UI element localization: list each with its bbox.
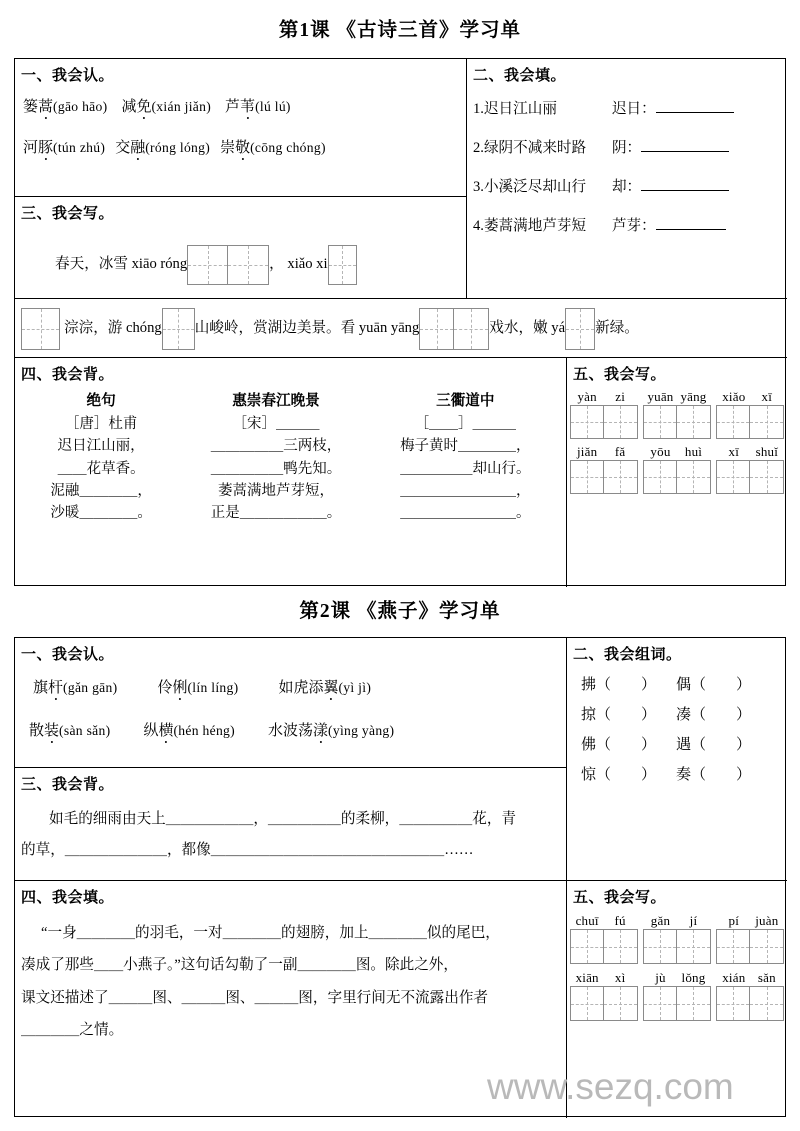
zuci-bracket: （ ） xyxy=(691,677,752,693)
fill-num: 4. xyxy=(473,218,484,235)
tianzige-cell[interactable] xyxy=(163,309,194,349)
tianzige-2cell[interactable] xyxy=(643,405,711,439)
tianzige-cell[interactable] xyxy=(604,987,637,1020)
tianzige-cell[interactable] xyxy=(188,246,228,284)
write-word-pinyin xyxy=(716,444,784,460)
tianzige-2cell[interactable] xyxy=(570,929,638,964)
pinyin-syllable: zi xyxy=(615,389,626,404)
tianzige-cell[interactable] xyxy=(677,987,710,1020)
word-han-dotted: 免 xyxy=(136,99,152,115)
tianzige-cell[interactable] xyxy=(717,406,750,438)
word-pinyin: (sàn sǎn) xyxy=(59,723,111,738)
word-item xyxy=(121,95,211,116)
poem-line[interactable]: 萎蒿满地芦芽短， xyxy=(217,483,334,500)
lesson2-frame xyxy=(14,637,786,1117)
write-word-pinyin xyxy=(643,913,711,929)
l2-section-woHuiXie xyxy=(566,881,787,1118)
zuci-char: 凑 xyxy=(676,707,692,723)
write-word-pinyin xyxy=(643,444,711,460)
sentence-text: ， xiǎo xi xyxy=(269,256,328,273)
zuci-bracket: （ ） xyxy=(691,737,752,753)
word-han: 交 xyxy=(115,140,131,156)
l1-section-woHuiXie-line2 xyxy=(15,299,787,358)
write-word xyxy=(570,913,638,964)
l2-sec1-row xyxy=(33,676,566,697)
tianzige-cell[interactable] xyxy=(644,406,677,438)
tianzige-cell[interactable] xyxy=(571,987,604,1020)
zuci-bracket: （ ） xyxy=(691,767,752,783)
tianzige-cell[interactable] xyxy=(22,309,59,349)
word-han-dotted: 敬 xyxy=(235,140,251,156)
fill-key: 阴： xyxy=(611,140,642,157)
word-pinyin: (hén héng) xyxy=(173,723,235,738)
fill-num: 3. xyxy=(473,179,484,196)
sentence-text: 淙淙，游 chóng xyxy=(64,320,162,337)
poem-title: 三衢道中 xyxy=(436,393,495,409)
fill-key: 却： xyxy=(611,179,642,196)
tianzige-cell[interactable] xyxy=(420,309,454,349)
pinyin-syllable: yàn xyxy=(577,389,597,404)
word-han: 篓 xyxy=(23,99,39,115)
tianzige-2cell[interactable] xyxy=(716,460,784,494)
l2-sec3-line1[interactable]: 如毛的细雨由天上＿＿＿＿＿＿，＿＿＿＿＿的柔柳，＿＿＿＿＿花，青 xyxy=(49,811,517,827)
tianzige-cell[interactable] xyxy=(644,461,677,493)
lesson1-title: 第1课 《古诗三首》学习单 xyxy=(278,20,522,41)
word-han-dotted: 豚 xyxy=(38,140,54,156)
tianzige-2cell[interactable] xyxy=(187,245,269,285)
word-pinyin: (róng lóng) xyxy=(145,140,211,155)
tianzige-cell[interactable] xyxy=(571,461,604,493)
l1-sec2-heading: 二、我会填。 xyxy=(473,68,567,84)
poem-author: ［＿＿］＿＿＿ xyxy=(414,415,517,432)
l1-sec1-row xyxy=(23,136,466,157)
zuci-char: 遇 xyxy=(676,737,692,753)
pinyin-syllable: sǎn xyxy=(757,970,776,985)
poem-line[interactable]: 梅子黄时＿＿＿＿， xyxy=(400,438,531,455)
tianzige-cell[interactable] xyxy=(644,987,677,1020)
write-word xyxy=(570,444,638,494)
word-han: 减 xyxy=(121,99,137,115)
write-word xyxy=(643,389,711,439)
tianzige-cell[interactable] xyxy=(644,930,677,963)
write-word-pinyin xyxy=(716,970,784,986)
poem-title: 绝句 xyxy=(86,393,116,409)
word-pinyin: (xián jiǎn) xyxy=(151,99,212,114)
zuci-item[interactable] xyxy=(676,700,771,730)
fill-item xyxy=(473,217,787,235)
tianzige-2cell[interactable] xyxy=(419,308,489,350)
fill-key: 迟日： xyxy=(611,100,656,117)
tianzige-cell[interactable] xyxy=(717,987,750,1020)
pinyin-syllable: lǒng xyxy=(681,970,706,985)
l1-sec5-heading: 五、我会写。 xyxy=(573,367,667,383)
l1-sec3-line1 xyxy=(55,245,466,285)
tianzige-1cell[interactable] xyxy=(565,308,595,350)
poem-line[interactable]: 迟日江山丽， xyxy=(57,438,145,455)
word-pinyin: (yì jì) xyxy=(338,680,372,695)
write-word xyxy=(716,444,784,494)
zuci-row xyxy=(581,700,771,730)
zuci-row xyxy=(581,760,771,790)
l1-section-woHuiXie xyxy=(15,197,466,299)
l2-sec5-heading: 五、我会写。 xyxy=(573,890,667,906)
pinyin-syllable: pí xyxy=(728,913,740,928)
fill-item xyxy=(473,99,787,117)
l1-section-woHuiBei xyxy=(15,358,566,587)
write-word xyxy=(643,970,711,1021)
sentence-text: 新绿。 xyxy=(595,320,639,337)
tianzige-2cell[interactable] xyxy=(716,405,784,439)
word-han-dotted: 翼 xyxy=(323,680,339,696)
zuci-row xyxy=(581,670,771,700)
poem-line[interactable]: 正是＿＿＿＿＿＿。 xyxy=(210,505,342,522)
word-pinyin: (tún zhú) xyxy=(53,140,106,155)
tianzige-cell[interactable] xyxy=(717,461,750,493)
word-pinyin: (lín líng) xyxy=(187,680,239,695)
l1-sec3-heading: 三、我会写。 xyxy=(21,206,115,222)
pinyin-syllable: jiǎn xyxy=(577,444,598,459)
fill-line: 绿阴不减来时路 xyxy=(483,140,587,157)
write-word-pinyin xyxy=(643,389,711,405)
pinyin-syllable: huì xyxy=(684,444,703,459)
word-pinyin: (cōng chóng) xyxy=(250,140,326,155)
zuci-item[interactable] xyxy=(676,670,771,700)
tianzige-cell[interactable] xyxy=(750,930,783,963)
word-pinyin: (gāo hāo) xyxy=(53,99,108,114)
tianzige-1cell[interactable] xyxy=(328,245,357,285)
poem-line[interactable]: ＿＿＿＿＿＿＿＿。 xyxy=(400,505,531,522)
tianzige-cell[interactable] xyxy=(604,930,637,963)
l2-sec3-line2[interactable]: 的草，＿＿＿＿＿＿＿，都像＿＿＿＿＿＿＿＿＿＿＿＿＿＿＿＿…… xyxy=(21,842,474,859)
poem-author: ［唐］杜甫 xyxy=(64,415,138,432)
lesson2-title: 第2课 《燕子》学习单 xyxy=(299,601,501,622)
l1-section-woHuiXie2 xyxy=(566,358,787,587)
poem-block xyxy=(50,390,152,525)
word-han: 芦 xyxy=(225,99,241,115)
pinyin-syllable: xiǎo xyxy=(722,389,746,404)
pinyin-syllable: yōu xyxy=(650,444,671,459)
tianzige-cell[interactable] xyxy=(604,461,637,493)
zuci-bracket: （ ） xyxy=(691,707,752,723)
write-word xyxy=(570,970,638,1021)
zuci-item[interactable] xyxy=(581,760,676,790)
poem-line[interactable]: ＿＿花草香。 xyxy=(57,460,145,477)
fill-num: 2. xyxy=(473,140,484,157)
write-word xyxy=(716,913,784,964)
poem-line[interactable]: ＿＿＿＿＿＿＿＿， xyxy=(400,483,531,500)
l1-section-woHuiRen xyxy=(15,59,466,197)
write-word-pinyin xyxy=(716,913,784,929)
word-han-dotted: 蒿 xyxy=(38,99,54,115)
fill-blank[interactable] xyxy=(641,138,729,152)
tianzige-cell[interactable] xyxy=(454,309,488,349)
zuci-item[interactable] xyxy=(581,670,676,700)
l2-sec3-heading: 三、我会背。 xyxy=(21,777,115,793)
pinyin-syllable: juàn xyxy=(755,913,779,928)
word-item xyxy=(115,136,210,157)
fill-item xyxy=(473,138,787,156)
l2-sec4-line1[interactable]: “一身＿＿＿＿的羽毛，一对＿＿＿＿的翅膀，加上＿＿＿＿似的尾巴， xyxy=(41,925,500,941)
zuci-item[interactable] xyxy=(581,700,676,730)
tianzige-cell[interactable] xyxy=(228,246,268,284)
zuci-row xyxy=(581,730,771,760)
word-pinyin: (yìng yàng) xyxy=(328,723,395,738)
l1-sec3-line2 xyxy=(21,308,787,350)
word-pinyin: (lú lú) xyxy=(255,99,291,114)
zuci-item[interactable] xyxy=(581,730,676,760)
pinyin-syllable: xì xyxy=(614,970,626,985)
fill-line: 萎蒿满地芦芽短 xyxy=(483,218,587,235)
pinyin-syllable: xī xyxy=(728,444,740,459)
write-word-pinyin xyxy=(570,970,638,986)
zuci-char: 拂 xyxy=(581,677,597,693)
zuci-item[interactable] xyxy=(676,730,771,760)
write-word xyxy=(570,389,638,439)
poem-title: 惠崇春江晚景 xyxy=(232,393,320,409)
write-word-pinyin xyxy=(570,444,638,460)
pinyin-syllable: chuī xyxy=(575,913,599,928)
pinyin-syllable: xī xyxy=(761,389,773,404)
fill-blank[interactable] xyxy=(641,177,729,191)
l2-section-woHuiRen xyxy=(15,638,566,768)
tianzige-2cell[interactable] xyxy=(643,929,711,964)
zuci-char: 奏 xyxy=(676,767,692,783)
pinyin-syllable: yuān xyxy=(647,389,674,404)
poem-block xyxy=(400,390,531,525)
l2-sec2-heading: 二、我会组词。 xyxy=(573,647,682,663)
tianzige-cell[interactable] xyxy=(571,930,604,963)
word-han: 河 xyxy=(23,140,39,156)
tianzige-cell[interactable] xyxy=(750,987,783,1020)
zuci-char: 佛 xyxy=(581,737,597,753)
tianzige-cell[interactable] xyxy=(677,461,710,493)
site-watermark: www.sezq.com xyxy=(487,1066,734,1107)
word-han-dotted: 俐 xyxy=(172,680,188,696)
tianzige-cell[interactable] xyxy=(566,309,594,349)
pinyin-syllable: xiān xyxy=(575,970,599,985)
poem-line[interactable]: ＿＿＿＿＿鸭先知。 xyxy=(210,460,342,477)
pinyin-syllable: fú xyxy=(614,913,626,928)
tianzige-cell[interactable] xyxy=(677,406,710,438)
fill-line: 小溪泛尽却山行 xyxy=(483,179,587,196)
pinyin-syllable: yāng xyxy=(680,389,707,404)
word-item xyxy=(220,136,326,157)
zuci-bracket: （ ） xyxy=(596,737,657,753)
tianzige-2cell[interactable] xyxy=(643,460,711,494)
l2-section-woHuiZuCi xyxy=(566,638,787,881)
l2-sec4-heading: 四、我会填。 xyxy=(21,890,115,906)
tianzige-2cell[interactable] xyxy=(716,986,784,1021)
word-han-dotted: 杆 xyxy=(48,680,64,696)
pinyin-syllable: jù xyxy=(655,970,666,985)
poem-block xyxy=(211,390,342,525)
word-han: 崇 xyxy=(220,140,236,156)
write-word xyxy=(716,970,784,1021)
l1-sec4-heading: 四、我会背。 xyxy=(21,367,115,383)
sentence-text: 戏水，嫩 yá xyxy=(489,320,566,337)
write-word-pinyin xyxy=(716,389,784,405)
word-han-dotted: 横 xyxy=(158,723,174,739)
zuci-char: 掠 xyxy=(581,707,597,723)
write-word xyxy=(643,444,711,494)
word-han: 纵 xyxy=(143,723,159,739)
word-han: 水波荡 xyxy=(267,723,313,739)
tianzige-1cell[interactable] xyxy=(21,308,60,350)
word-item xyxy=(23,136,105,157)
word-han: 散 xyxy=(29,723,45,739)
tianzige-cell[interactable] xyxy=(604,406,637,438)
tianzige-cell[interactable] xyxy=(717,930,750,963)
poem-line[interactable]: ＿＿＿＿＿却山行。 xyxy=(400,460,531,477)
write-word-pinyin xyxy=(643,970,711,986)
word-han: 如虎添 xyxy=(278,680,324,696)
zuci-bracket: （ ） xyxy=(596,677,657,693)
word-han-dotted: 苇 xyxy=(240,99,256,115)
word-item xyxy=(268,719,394,740)
tianzige-cell[interactable] xyxy=(571,406,604,438)
word-item xyxy=(33,676,117,697)
l2-sec4-line3[interactable]: 课文还描述了＿＿＿图、＿＿＿图、＿＿＿图，字里行间无不流露出作者 xyxy=(21,989,489,1006)
poem-line[interactable]: 泥融＿＿＿＿， xyxy=(50,483,152,500)
l2-sec4-line2[interactable]: 凑成了那些＿＿小燕子。”这句话勾勒了一副＿＿＿＿图。除此之外， xyxy=(21,957,458,974)
sentence-text: 春天，冰雪 xiāo róng xyxy=(55,256,188,273)
tianzige-cell[interactable] xyxy=(677,930,710,963)
word-han: 旗 xyxy=(33,680,49,696)
word-item xyxy=(225,95,291,116)
tianzige-2cell[interactable] xyxy=(643,986,711,1021)
pinyin-syllable: xián xyxy=(722,970,746,985)
sentence-text: 山峻岭，赏湖边美景。看 yuān yāng xyxy=(194,320,420,337)
pinyin-syllable: jí xyxy=(689,913,698,928)
zuci-item[interactable] xyxy=(676,760,771,790)
zuci-bracket: （ ） xyxy=(596,767,657,783)
tianzige-2cell[interactable] xyxy=(570,460,638,494)
zuci-char: 偶 xyxy=(676,677,692,693)
word-pinyin: (gǎn gān) xyxy=(63,680,118,695)
lesson1-frame xyxy=(14,58,786,586)
l2-sec1-heading: 一、我会认。 xyxy=(21,647,115,663)
write-word xyxy=(716,389,784,439)
tianzige-1cell[interactable] xyxy=(162,308,195,350)
word-han-dotted: 装 xyxy=(44,723,60,739)
fill-blank[interactable] xyxy=(656,99,734,113)
word-item xyxy=(29,719,110,740)
word-han-dotted: 融 xyxy=(130,140,146,156)
write-word xyxy=(643,913,711,964)
word-han-dotted: 漾 xyxy=(313,723,329,739)
l2-sec1-row xyxy=(29,719,566,740)
word-item xyxy=(23,95,107,116)
fill-item xyxy=(473,177,787,195)
word-item xyxy=(278,676,371,697)
tianzige-2cell[interactable] xyxy=(716,929,784,964)
l2-section-woHuiBei xyxy=(15,768,566,881)
pinyin-syllable: shuǐ xyxy=(755,444,779,459)
pinyin-syllable: fǎ xyxy=(614,444,626,459)
l2-sec4-line4[interactable]: ＿＿＿＿之情。 xyxy=(21,1021,124,1038)
word-han: 伶 xyxy=(157,680,173,696)
pinyin-syllable: gǎn xyxy=(650,913,671,928)
write-word-pinyin xyxy=(570,913,638,929)
zuci-bracket: （ ） xyxy=(596,707,657,723)
word-item xyxy=(157,676,238,697)
tianzige-cell[interactable] xyxy=(750,461,783,493)
l1-sec1-row xyxy=(23,95,466,116)
l1-section-woHuiTian xyxy=(466,59,787,299)
zuci-char: 惊 xyxy=(581,767,597,783)
fill-num: 1. xyxy=(473,100,484,117)
tianzige-2cell[interactable] xyxy=(570,986,638,1021)
tianzige-2cell[interactable] xyxy=(570,405,638,439)
poem-author: ［宋］＿＿＿ xyxy=(232,415,320,432)
l1-sec1-heading: 一、我会认。 xyxy=(21,68,115,84)
poem-line[interactable]: 沙暖＿＿＿＿。 xyxy=(50,505,152,522)
write-word-pinyin xyxy=(570,389,638,405)
l2-section-woHuiTian xyxy=(15,881,566,1118)
fill-line: 迟日江山丽 xyxy=(483,100,557,117)
tianzige-cell[interactable] xyxy=(329,246,356,284)
poem-line[interactable]: ＿＿＿＿＿三两枝， xyxy=(210,438,342,455)
fill-key: 芦芽： xyxy=(611,218,656,235)
word-item xyxy=(143,719,235,740)
fill-blank[interactable] xyxy=(656,217,726,231)
tianzige-cell[interactable] xyxy=(750,406,783,438)
